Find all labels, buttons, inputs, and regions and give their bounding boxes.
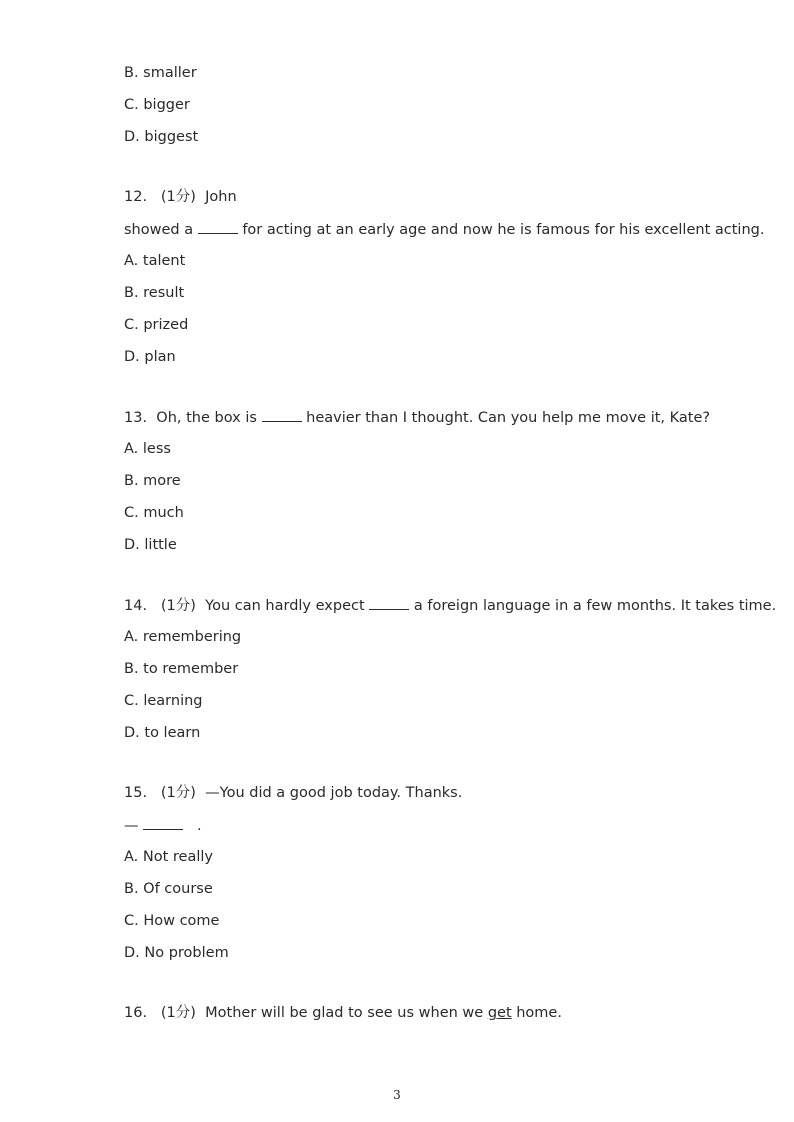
q11-option-b: B. smaller xyxy=(124,65,197,81)
q16-text-post: home. xyxy=(511,1005,562,1021)
q16-score: (1分) xyxy=(160,1005,196,1021)
q15-reply-end: . xyxy=(196,818,202,834)
q13-text-pre: Oh, the box is xyxy=(156,410,257,426)
q14-text-post: a foreign language in a few months. It takes time. xyxy=(413,598,777,614)
q15-answer-blank xyxy=(143,816,183,830)
q15-reply-dash: — xyxy=(124,818,139,834)
q16-text-pre: Mother will be glad to see us when we xyxy=(205,1005,488,1021)
q13-answer-blank xyxy=(262,408,302,422)
q13-stem xyxy=(124,408,710,427)
q12-option-a: A. talent xyxy=(124,253,186,269)
q11-option-c: C. bigger xyxy=(124,97,190,113)
q16-number: 16. xyxy=(124,1005,148,1021)
q12-option-c: C. prized xyxy=(124,317,189,333)
q15-option-a: A. Not really xyxy=(124,849,213,865)
q14-number: 14. xyxy=(124,598,148,614)
q12-answer-blank xyxy=(198,220,238,234)
q13-option-c: C. much xyxy=(124,505,184,521)
q14-option-c: C. learning xyxy=(124,693,203,709)
q12-stem-line1 xyxy=(124,188,237,206)
q13-option-d: D. little xyxy=(124,537,177,553)
q14-text-pre: You can hardly expect xyxy=(205,598,365,614)
q14-option-d: D. to learn xyxy=(124,725,201,741)
q15-number: 15. xyxy=(124,785,148,801)
q12-text-pre: showed a xyxy=(124,222,194,238)
q16-underlined-word: get xyxy=(487,1005,512,1021)
q14-option-b: B. to remember xyxy=(124,661,239,677)
q15-option-b: B. Of course xyxy=(124,881,213,897)
q13-number: 13. xyxy=(124,410,148,426)
q12-text-post: for acting at an early age and now he is famous for his excellent acting. xyxy=(242,222,765,238)
q12-number: 12. xyxy=(124,189,148,205)
q12-option-b: B. result xyxy=(124,285,185,301)
q15-option-d: D. No problem xyxy=(124,945,229,961)
q15-option-c: C. How come xyxy=(124,913,220,929)
q12-option-d: D. plan xyxy=(124,349,176,365)
q12-stem-line2 xyxy=(124,220,764,239)
q14-option-a: A. remembering xyxy=(124,629,242,645)
q13-option-b: B. more xyxy=(124,473,181,489)
q16-stem xyxy=(124,1004,562,1022)
q12-text-line1: John xyxy=(205,189,237,205)
q14-score: (1分) xyxy=(160,598,196,614)
q15-reply-line xyxy=(124,816,202,835)
q13-option-a: A. less xyxy=(124,441,171,457)
q15-stem xyxy=(124,784,462,802)
page-number: 3 xyxy=(393,1088,401,1102)
q11-option-d: D. biggest xyxy=(124,129,199,145)
q14-stem xyxy=(124,596,776,615)
q13-text-post: heavier than I thought. Can you help me move it, Kate? xyxy=(306,410,711,426)
q15-text: —You did a good job today. Thanks. xyxy=(205,785,463,801)
q14-answer-blank xyxy=(369,596,409,610)
q12-score: (1分) xyxy=(160,189,196,205)
q15-score: (1分) xyxy=(160,785,196,801)
